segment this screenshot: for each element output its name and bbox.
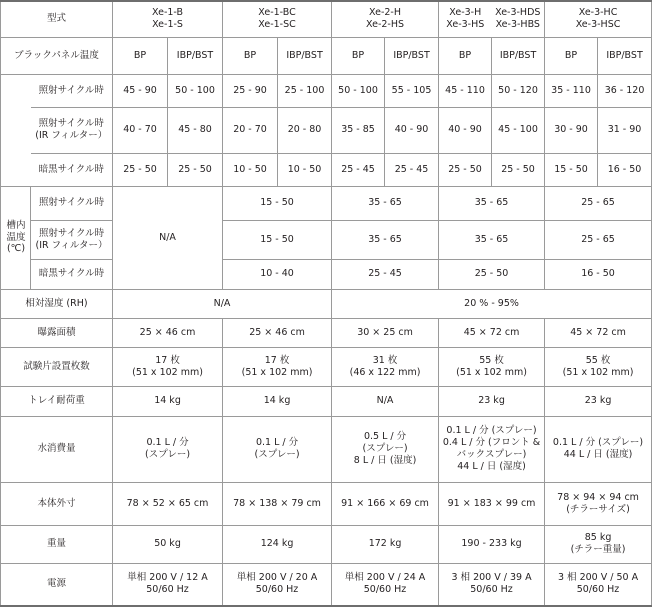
chamber-dark-label: 暗黒サイクル時 [31,259,113,289]
specimens-cell: 55 枚 (51 x 102 mm) [545,347,652,386]
chamber-light-ir-cell: 25 - 65 [545,220,652,259]
water-label: 水消費量 [1,416,113,482]
bp-indent [1,153,31,186]
bp-light-cell: 50 - 120 [492,74,545,107]
bp-dark-cell: 25 - 50 [439,153,492,186]
weight-cell: 190 - 233 kg [439,525,545,563]
specimens-cell: 55 枚 (51 x 102 mm) [439,347,545,386]
bp-light-cell: 45 - 90 [113,74,168,107]
bp-light-cell: 50 - 100 [168,74,223,107]
water-cell: 0.1 L / 分 (スプレー) [113,416,223,482]
power-row [1,563,652,606]
chamber-dark-cell: 25 - 50 [439,259,545,289]
water-cell: 0.5 L / 分 (スプレー) 8 L / 日 (湿度) [332,416,439,482]
bp-light-ir-cell: 40 - 70 [113,107,168,153]
area-cell: 25 × 46 cm [223,318,332,347]
bp-dark-cell: 16 - 50 [598,153,652,186]
bp-light-ir-row [1,107,652,153]
bp-light-ir-cell: 31 - 90 [598,107,652,153]
bp-light-label: 照射サイクル時 [31,74,113,107]
bp-indent [1,107,31,153]
chamber-dark-row [1,259,652,289]
weight-cell: 50 kg [113,525,223,563]
dims-cell: 78 × 52 × 65 cm [113,482,223,525]
bp-light-cell: 35 - 110 [545,74,598,107]
tray-cell: 14 kg [113,386,223,416]
bp-cell: IBP/BST [385,37,439,74]
model-col-5: Xe-3-HC Xe-3-HSC [545,1,652,37]
model-col-2: Xe-1-BC Xe-1-SC [223,1,332,37]
bp-light-cell: 55 - 105 [385,74,439,107]
dims-row [1,482,652,525]
water-cell: 0.1 L / 分 (スプレー) [223,416,332,482]
weight-cell: 85 kg (チラー重量) [545,525,652,563]
weight-cell: 124 kg [223,525,332,563]
chamber-light-ir-label: 照射サイクル時 (IR フィルター） [31,220,113,259]
bp-cell: BP [332,37,385,74]
bp-cell: IBP/BST [598,37,652,74]
bp-dark-cell: 25 - 45 [385,153,439,186]
model-col-4b: Xe-3-HDS Xe-3-HBS [492,1,545,37]
specimens-label: 試験片設置枚数 [1,347,113,386]
area-cell: 25 × 46 cm [113,318,223,347]
bp-light-ir-cell: 20 - 70 [223,107,278,153]
power-cell: 単相 200 V / 12 A 50/60 Hz [113,563,223,606]
bp-dark-cell: 10 - 50 [278,153,332,186]
bp-cell: BP [545,37,598,74]
tray-cell: 23 kg [545,386,652,416]
bp-light-cell: 45 - 110 [439,74,492,107]
model-label: 型式 [1,1,113,37]
water-cell: 0.1 L / 分 (スプレー) 44 L / 日 (湿度) [545,416,652,482]
tray-cell: 14 kg [223,386,332,416]
chamber-light-cell: 25 - 65 [545,186,652,220]
bp-dark-cell: 25 - 50 [492,153,545,186]
model-col-1: Xe-1-B Xe-1-S [113,1,223,37]
bp-light-ir-cell: 45 - 100 [492,107,545,153]
bp-light-cell: 36 - 120 [598,74,652,107]
bp-dark-cell: 25 - 50 [168,153,223,186]
tray-cell: N/A [332,386,439,416]
water-cell: 0.1 L / 分 (スプレー) 0.4 L / 分 (フロント & バックスプレー) 44 L / 日 (湿度) [439,416,545,482]
weight-row [1,525,652,563]
chamber-light-ir-cell: 35 - 65 [332,220,439,259]
specimens-cell: 17 枚 (51 x 102 mm) [223,347,332,386]
model-col-3: Xe-2-H Xe-2-HS [332,1,439,37]
area-cell: 45 × 72 cm [545,318,652,347]
specimens-row [1,347,652,386]
power-cell: 単相 200 V / 20 A 50/60 Hz [223,563,332,606]
bp-light-cell: 25 - 90 [223,74,278,107]
tray-cell: 23 kg [439,386,545,416]
chamber-light-cell: 35 - 65 [332,186,439,220]
dims-cell: 91 × 166 × 69 cm [332,482,439,525]
bp-light-ir-cell: 40 - 90 [439,107,492,153]
chamber-na: N/A [113,186,223,289]
bp-row [1,37,652,74]
bp-light-ir-cell: 30 - 90 [545,107,598,153]
specimens-cell: 17 枚 (51 x 102 mm) [113,347,223,386]
tray-row [1,386,652,416]
tray-label: トレイ耐荷重 [1,386,113,416]
bp-light-ir-cell: 20 - 80 [278,107,332,153]
dims-cell: 78 × 94 × 94 cm (チラーサイズ) [545,482,652,525]
bp-dark-cell: 15 - 50 [545,153,598,186]
bp-light-cell: 50 - 100 [332,74,385,107]
bp-light-ir-cell: 35 - 85 [332,107,385,153]
bp-cell: IBP/BST [168,37,223,74]
chamber-light-row [1,186,652,220]
area-row [1,318,652,347]
chamber-temp-label: 槽内 温度 (℃) [1,186,31,289]
weight-label: 重量 [1,525,113,563]
bp-indent [1,74,31,107]
power-cell: 3 相 200 V / 50 A 50/60 Hz [545,563,652,606]
bp-cell: IBP/BST [492,37,545,74]
chamber-light-ir-row [1,220,652,259]
bp-light-cell: 25 - 100 [278,74,332,107]
chamber-light-ir-cell: 15 - 50 [223,220,332,259]
area-cell: 30 × 25 cm [332,318,439,347]
bp-light-row [1,74,652,107]
bp-dark-cell: 25 - 50 [113,153,168,186]
bp-dark-cell: 10 - 50 [223,153,278,186]
bp-dark-cell: 25 - 45 [332,153,385,186]
bp-cell: IBP/BST [278,37,332,74]
water-row [1,416,652,482]
area-label: 曝露面積 [1,318,113,347]
bp-light-ir-cell: 45 - 80 [168,107,223,153]
power-cell: 3 相 200 V / 39 A 50/60 Hz [439,563,545,606]
bp-dark-label: 暗黒サイクル時 [31,153,113,186]
chamber-light-cell: 15 - 50 [223,186,332,220]
bp-light-ir-label: 照射サイクル時 (IR フィルター） [31,107,113,153]
model-col-4a: Xe-3-H Xe-3-HS [439,1,492,37]
dims-label: 本体外寸 [1,482,113,525]
bp-label: ブラックパネル温度 [1,37,113,74]
bp-light-ir-cell: 40 - 90 [385,107,439,153]
rh-na: N/A [113,289,332,318]
rh-row [1,289,652,318]
rh-value: 20 % - 95% [332,289,652,318]
bp-cell: BP [113,37,168,74]
bp-cell: BP [439,37,492,74]
dims-cell: 78 × 138 × 79 cm [223,482,332,525]
power-label: 電源 [1,563,113,606]
chamber-light-label: 照射サイクル時 [31,186,113,220]
chamber-light-cell: 35 - 65 [439,186,545,220]
specimens-cell: 31 枚 (46 x 122 mm) [332,347,439,386]
rh-label: 相対湿度 (RH) [1,289,113,318]
power-cell: 単相 200 V / 24 A 50/60 Hz [332,563,439,606]
bp-dark-row [1,153,652,186]
dims-cell: 91 × 183 × 99 cm [439,482,545,525]
bp-cell: BP [223,37,278,74]
chamber-dark-cell: 25 - 45 [332,259,439,289]
chamber-light-ir-cell: 35 - 65 [439,220,545,259]
chamber-dark-cell: 16 - 50 [545,259,652,289]
weight-cell: 172 kg [332,525,439,563]
chamber-dark-cell: 10 - 40 [223,259,332,289]
area-cell: 45 × 72 cm [439,318,545,347]
header-row [1,1,652,37]
